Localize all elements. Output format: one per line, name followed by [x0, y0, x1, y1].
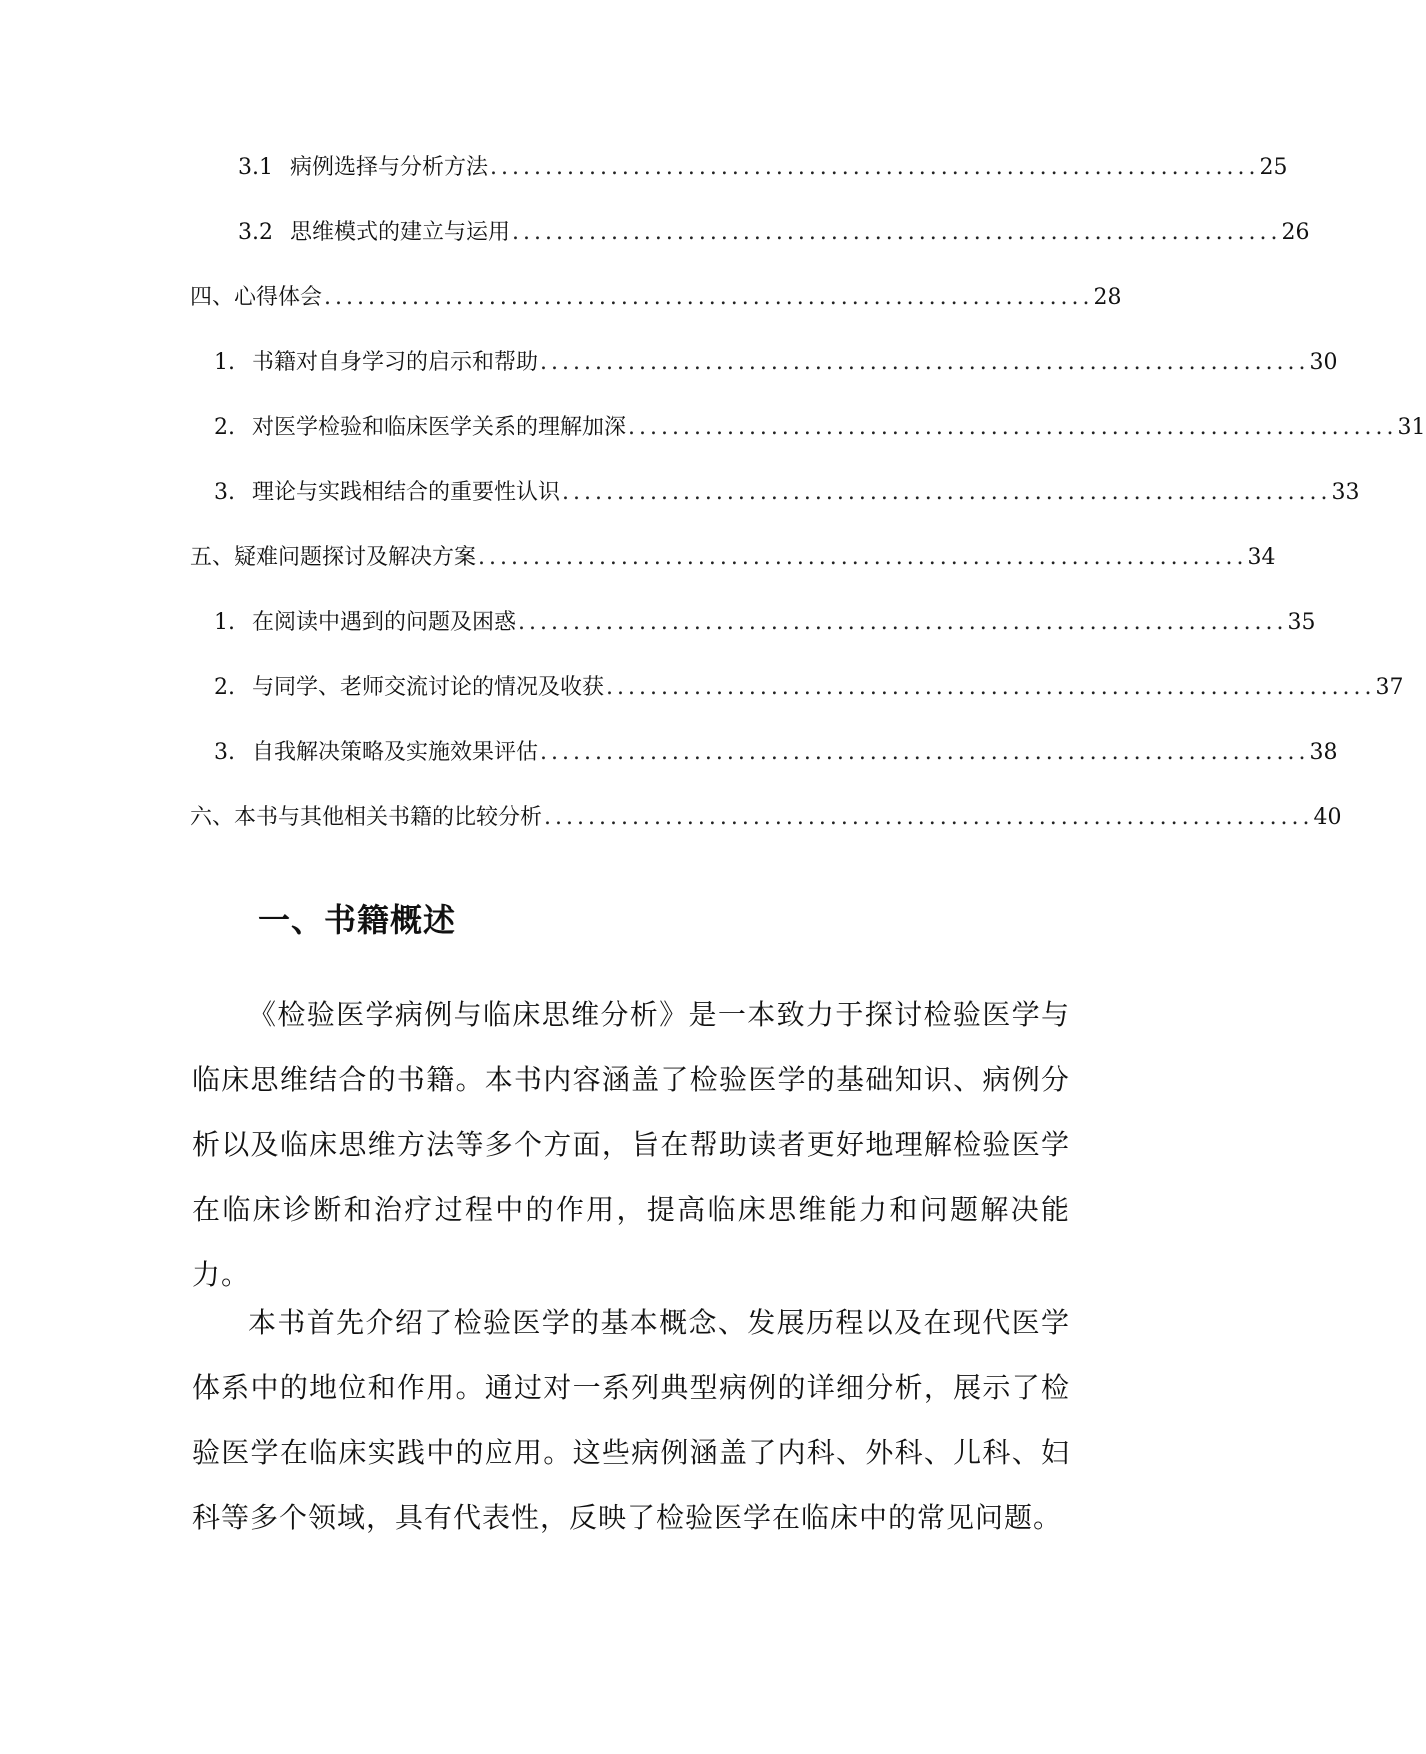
toc-entry-5-3[interactable] [214, 735, 1338, 775]
toc-dot-leader: ...................................................................... [628, 415, 1398, 440]
toc-entry-title: 病例选择与分析方法 [290, 155, 489, 180]
toc-dot-leader: ...................................................................... [544, 805, 1314, 830]
toc-dot-leader: ...................................................................... [562, 480, 1332, 505]
toc-dot-leader: ...................................................................... [540, 740, 1310, 765]
toc-dot-leader: ...................................................................... [540, 350, 1310, 375]
toc-entry-number: 3.2 [238, 220, 273, 245]
toc-entry-4-3[interactable] [214, 475, 1360, 515]
toc-entry-page: 35 [1287, 610, 1316, 635]
toc-entry-title: 在阅读中遇到的问题及困惑 [252, 610, 517, 635]
toc-entry-number: 3. [214, 480, 235, 505]
toc-entry-4-2[interactable] [214, 410, 1426, 450]
toc-dot-leader: ...................................................................... [518, 610, 1288, 635]
toc-dot-leader: ...................................................................... [324, 285, 1094, 310]
toc-dot-leader: ...................................................................... [478, 545, 1248, 570]
toc-entry-4-1[interactable] [214, 345, 1338, 385]
toc-entry-5-2[interactable] [214, 670, 1404, 710]
toc-entry-3-2[interactable] [238, 215, 1310, 255]
body-paragraph: 《检验医学病例与临床思维分析》是一本致力于探讨检验医学与临床思维结合的书籍。本书内容涵盖了检验医学的基础知识、病例分析以及临床思维方法等多个方面，旨在帮助读者更好地理解检验医学在临床诊断和治疗过程中的作用，提高临床思维能力和问题解决能力。 [192, 998, 1070, 1291]
toc-entry-title: 书籍对自身学习的启示和帮助 [252, 350, 539, 375]
body-paragraph: 本书首先介绍了检验医学的基本概念、发展历程以及在现代医学体系中的地位和作用。通过对一系列典型病例的详细分析，展示了检验医学在临床实践中的应用。这些病例涵盖了内科、外科、儿科、妇科等多个领域，具有代表性，反映了检验医学在临床中的常见问题。 [192, 1306, 1070, 1534]
toc-entry-title: 对医学检验和临床医学关系的理解加深 [252, 415, 627, 440]
toc-entry-page: 25 [1259, 155, 1288, 180]
toc-entry-page: 40 [1313, 805, 1342, 830]
toc-entry-title: 思维模式的建立与运用 [290, 220, 511, 245]
toc-entry-number: 3.1 [238, 155, 273, 180]
section-heading: 一、书籍概述 [258, 901, 457, 939]
toc-entry-number: 1. [214, 610, 235, 635]
toc-entry-page: 26 [1281, 220, 1310, 245]
toc-entry-title: 自我解决策略及实施效果评估 [252, 740, 539, 765]
toc-entry-page: 31 [1397, 415, 1426, 440]
toc-entry-number: 2. [214, 415, 235, 440]
toc-dot-leader: ...................................................................... [512, 220, 1282, 245]
toc-entry-title: 与同学、老师交流讨论的情况及收获 [252, 675, 605, 700]
toc-entry-number: 3. [214, 740, 235, 765]
toc-dot-leader: ...................................................................... [606, 675, 1376, 700]
toc-entry-number: 1. [214, 350, 235, 375]
toc-entry-title: 六、本书与其他相关书籍的比较分析 [190, 805, 543, 830]
toc-entry-title: 四、心得体会 [190, 285, 323, 310]
toc-entry-page: 28 [1093, 285, 1122, 310]
toc-entry-chapter-6[interactable] [190, 800, 1342, 840]
toc-entry-page: 38 [1309, 740, 1338, 765]
toc-entry-title: 五、疑难问题探讨及解决方案 [190, 545, 477, 570]
toc-entry-3-1[interactable] [238, 150, 1288, 190]
toc-entry-page: 34 [1247, 545, 1276, 570]
toc-dot-leader: ...................................................................... [490, 155, 1260, 180]
toc-entry-5-1[interactable] [214, 605, 1316, 645]
toc-entry-page: 37 [1375, 675, 1404, 700]
toc-entry-chapter-5[interactable] [190, 540, 1276, 580]
toc-entry-page: 30 [1309, 350, 1338, 375]
toc-entry-chapter-4[interactable] [190, 280, 1122, 320]
toc-entry-title: 理论与实践相结合的重要性认识 [252, 480, 561, 505]
toc-entry-number: 2. [214, 675, 235, 700]
toc-entry-page: 33 [1331, 480, 1360, 505]
